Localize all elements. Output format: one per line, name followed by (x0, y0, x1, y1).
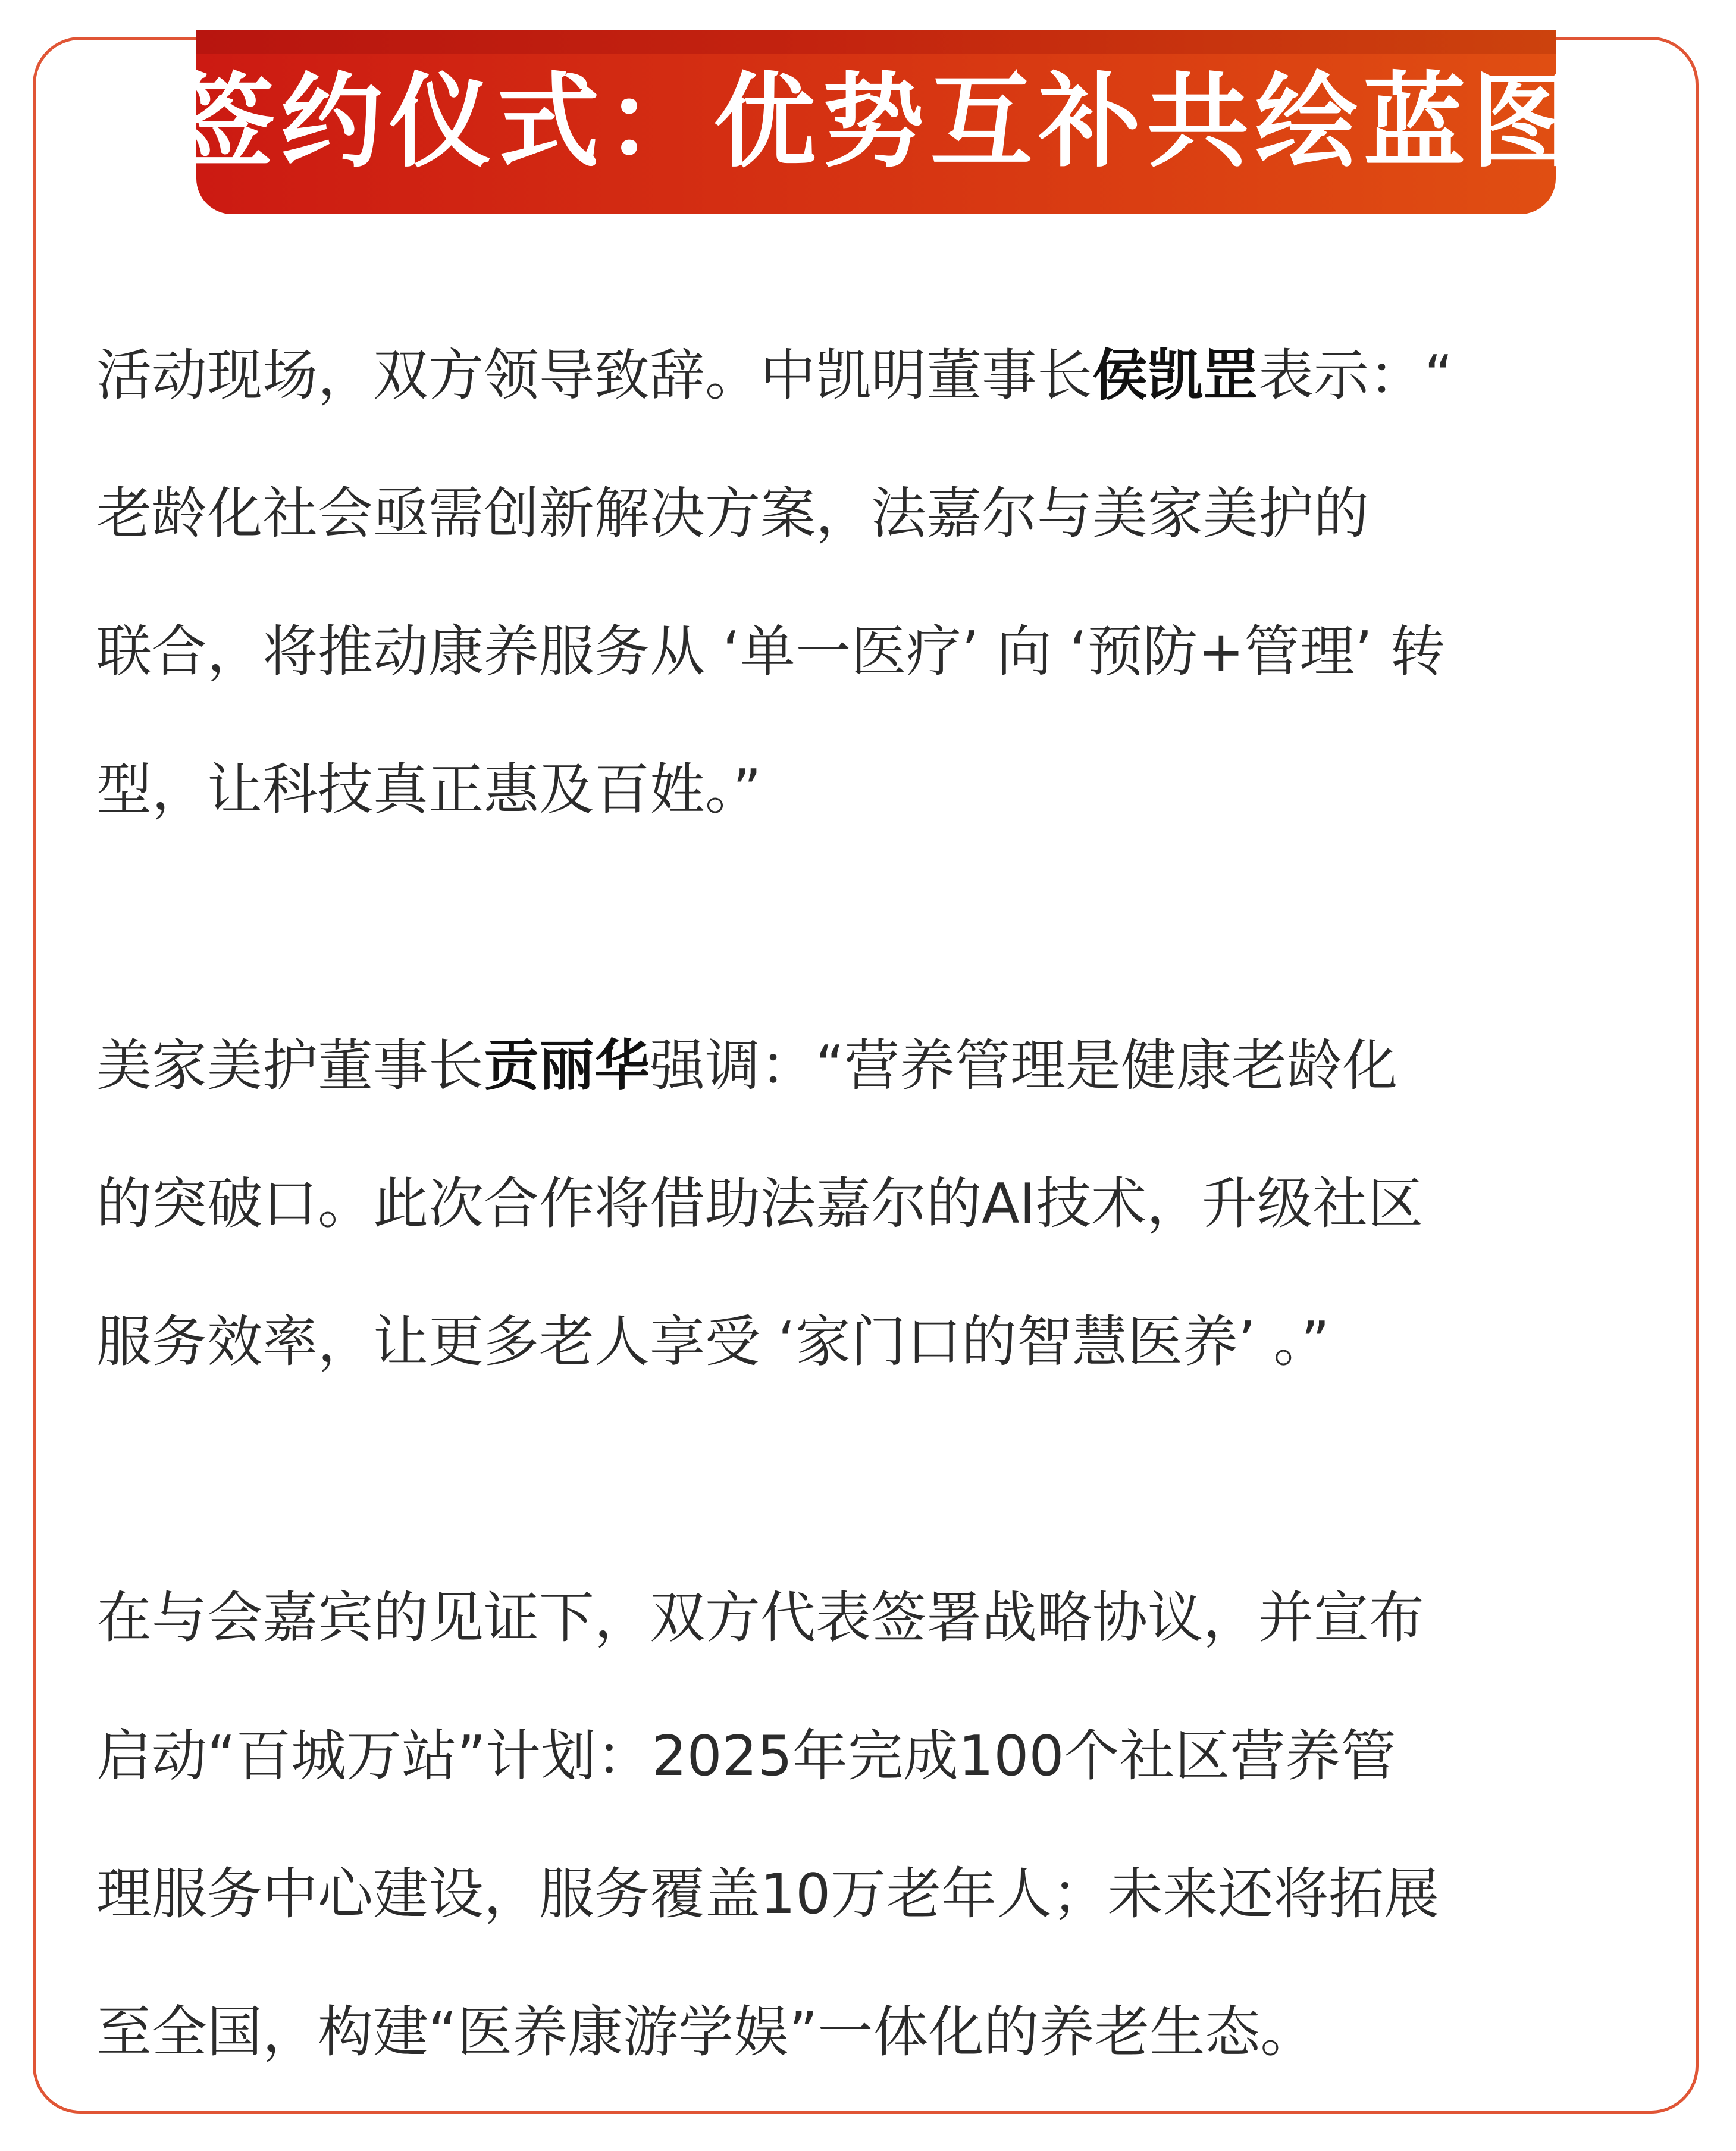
text-line: 的突破口。此次合作将借助法嘉尔的AI技术，升级社区 (96, 1172, 1424, 1236)
text-line: 老龄化社会亟需创新解决方案，法嘉尔与美家美护的 (96, 481, 1369, 546)
speaker-name: 侯凯罡 (1092, 343, 1258, 408)
text-segment: 美家美护董事长 (96, 1034, 484, 1098)
title-banner (172, 30, 1580, 214)
text-segment: 活动现场，双方领导致辞。中凯明董事长 (96, 343, 1092, 408)
text-line: 在与会嘉宾的见证下，双方代表签署战略协议，并宣布 (96, 1586, 1424, 1650)
text-line (96, 997, 1643, 1135)
paragraph-3 (96, 1549, 1643, 2101)
text-line: 服务效率，让更多老人享受 ‘家门口的智慧医养’ 。” (96, 1310, 1330, 1374)
text-line: 联合，将推动康养服务从 ‘单一医疗’ 向 ‘预防+管理’ 转 (96, 619, 1446, 684)
text-line (96, 306, 1643, 444)
paragraph-1 (96, 306, 1643, 859)
text-line: 至全国，构建“医养康游学娱”一体化的养老生态。 (96, 2000, 1316, 2064)
section-title: 签约仪式：优势互补共绘蓝图 (172, 62, 1580, 181)
speaker-name: 贡丽华 (484, 1034, 650, 1098)
text-segment: 表示：“ (1258, 343, 1453, 408)
paragraph-2 (96, 997, 1643, 1411)
text-line: 理服务中心建设，服务覆盖10万老年人；未来还将拓展 (96, 1862, 1440, 1926)
article-body (96, 306, 1643, 2101)
text-line: 型，让科技真正惠及百姓。” (96, 757, 762, 822)
text-line: 启动“百城万站”计划：2025年完成100个社区营养管 (96, 1724, 1396, 1788)
text-segment: 强调：“营养管理是健康老龄化 (650, 1034, 1398, 1098)
